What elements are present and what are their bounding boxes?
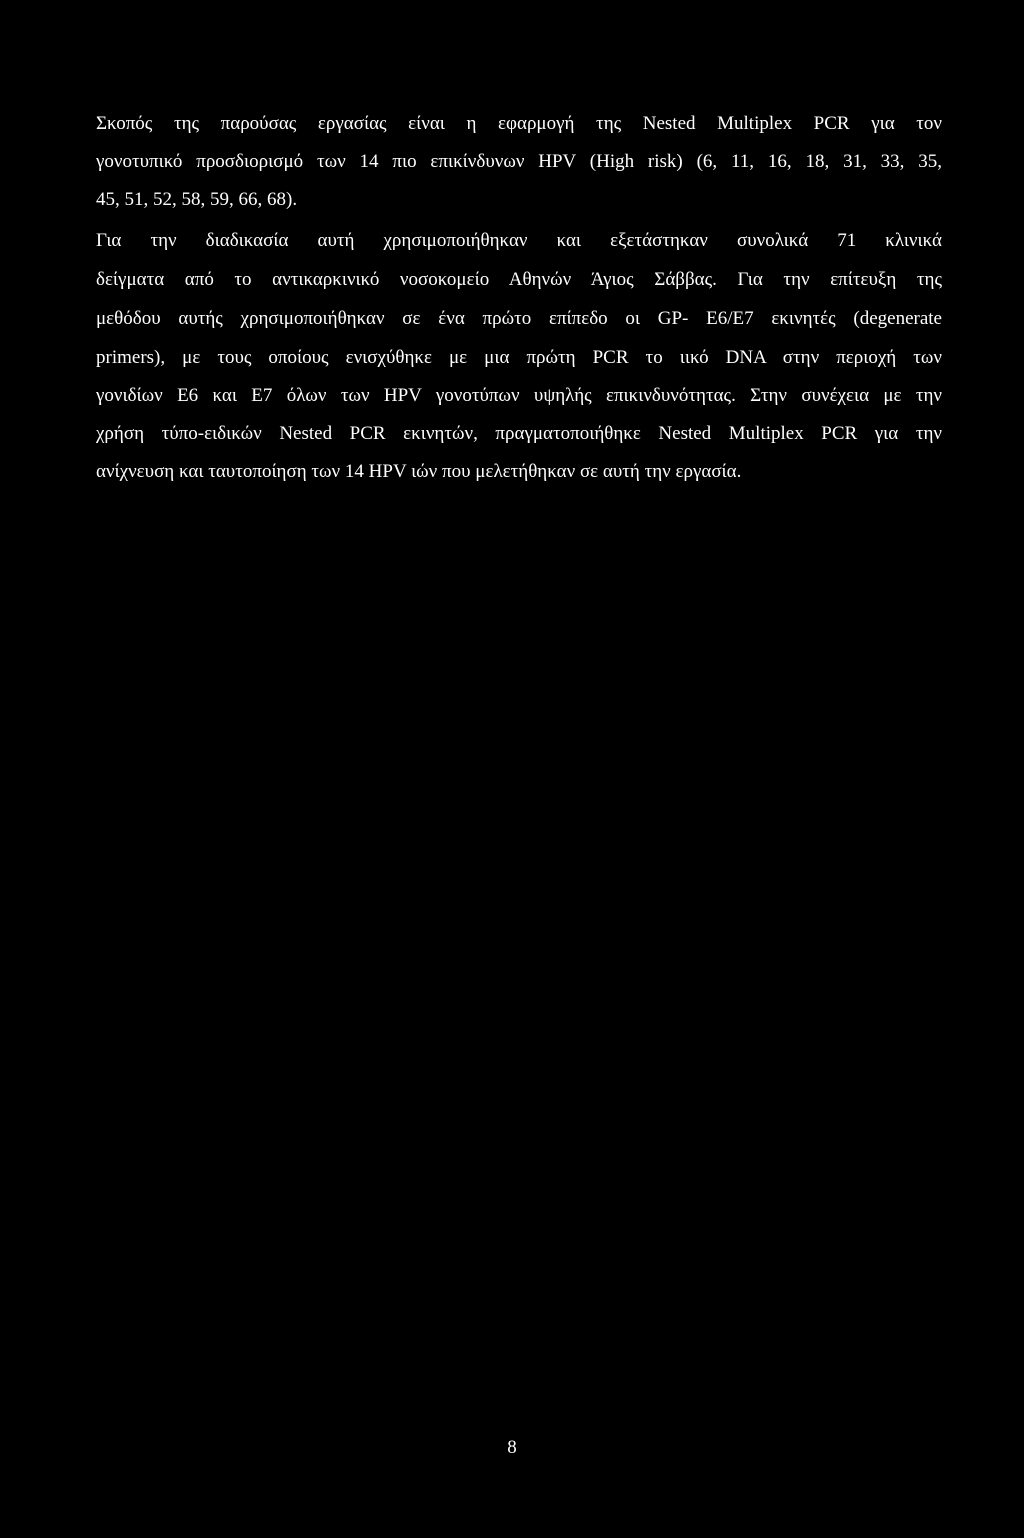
page-number: 8: [507, 1437, 517, 1458]
paragraph-1-line-1: Σκοπός της παρούσας εργασίας είναι η εφαρμογή της Nested Multiplex PCR για τον: [96, 113, 942, 134]
paragraph-2-line-5: γονιδίων E6 και E7 όλων των HPV γονοτύπων υψηλής επικινδυνότητας. Στην συνέχεια με την: [96, 385, 942, 406]
paragraph-1-line-2: γονοτυπικό προσδιορισμό των 14 πιο επικίνδυνων HPV (High risk) (6, 11, 16, 18, 31, 33, 35,: [96, 151, 942, 172]
paragraph-2-line-2: δείγματα από το αντικαρκινικό νοσοκομείο Αθηνών Άγιος Σάββας. Για την επίτευξη της: [96, 269, 942, 290]
paragraph-1-line-3: 45, 51, 52, 58, 59, 66, 68).: [96, 189, 298, 210]
paragraph-2-line-4: primers), με τους οποίους ενισχύθηκε με μια πρώτη PCR το ιικό DNA στην περιοχή των: [96, 347, 942, 368]
paragraph-2-line-3: μεθόδου αυτής χρησιμοποιήθηκαν σε ένα πρώτο επίπεδο οι GP- E6/E7 εκινητές (degenerate: [96, 308, 942, 329]
paragraph-2-line-7: ανίχνευση και ταυτοποίηση των 14 HPV ιών που μελετήθηκαν σε αυτή την εργασία.: [96, 461, 742, 482]
paragraph-2-line-6: χρήση τύπο-ειδικών Nested PCR εκινητών, πραγματοποιήθηκε Nested Multiplex PCR για την: [96, 423, 942, 444]
paragraph-2-line-1: Για την διαδικασία αυτή χρησιμοποιήθηκαν και εξετάστηκαν συνολικά 71 κλινικά: [96, 230, 942, 251]
